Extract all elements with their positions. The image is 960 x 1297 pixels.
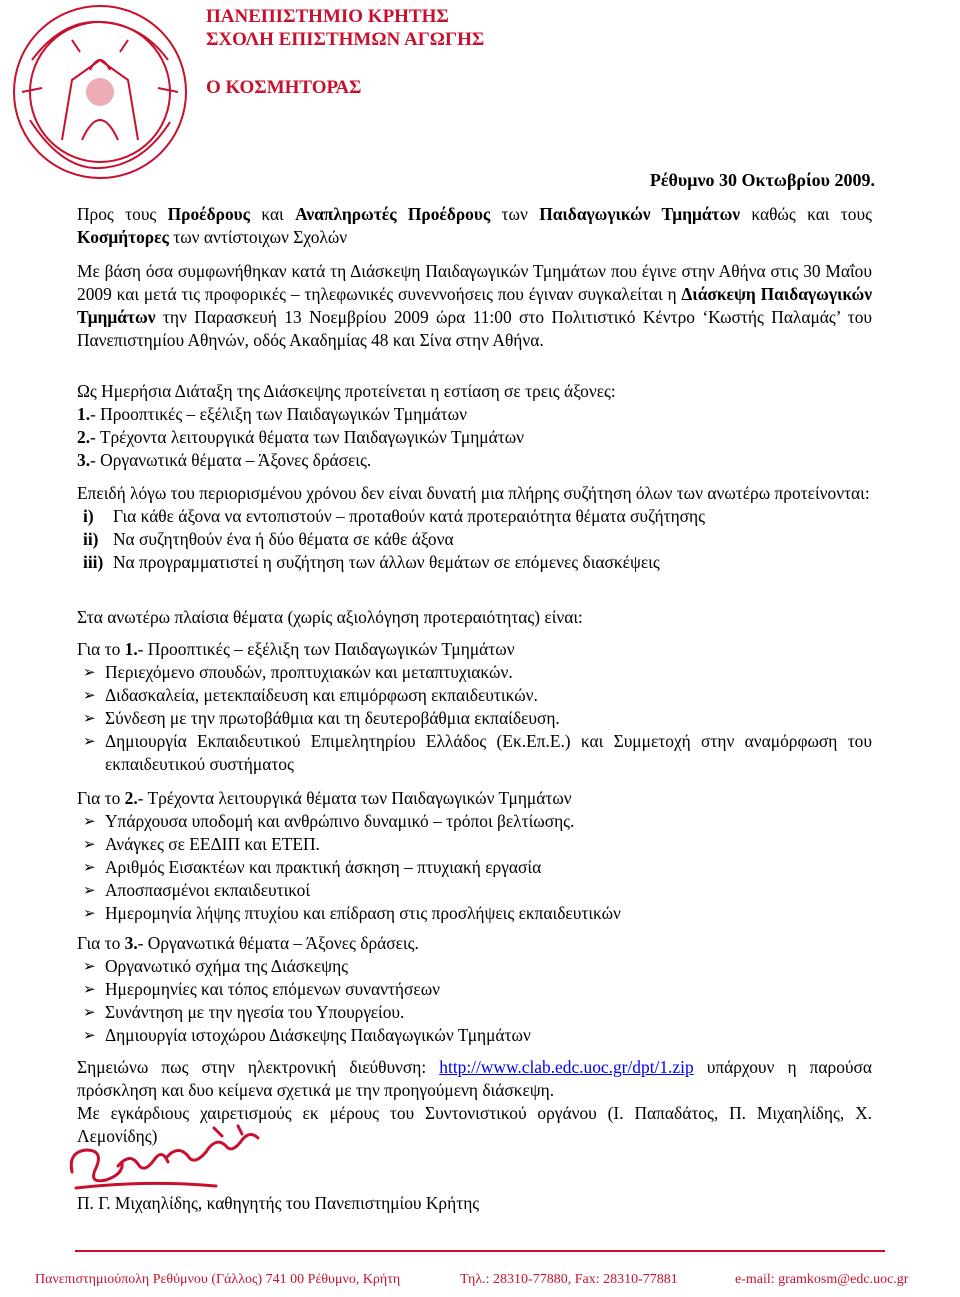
- download-link[interactable]: http://www.clab.edc.uoc.gr/dpt/1.zip: [439, 1057, 694, 1077]
- arrow-bullet-icon: ➢: [83, 835, 96, 853]
- list-item: ➢ Δημιουργία ιστοχώρου Διάσκεψης Παιδαγωγικών Τμημάτων: [83, 1025, 531, 1045]
- arrow-bullet-icon: ➢: [83, 732, 96, 750]
- arrow-bullet-icon: ➢: [83, 709, 96, 727]
- office-name: Ο ΚΟΣΜΗΤΟΡΑΣ: [206, 77, 362, 98]
- section-1: [77, 638, 872, 776]
- section-title: Για το 3.- Οργανωτικά θέματα – Άξονες δράσεις.: [77, 933, 419, 953]
- footer-email: e-mail: gramkosm@edc.uoc.gr: [735, 1272, 909, 1287]
- list-item: ➢ Αριθμός Εισακτέων και πρακτική άσκηση – πτυχιακή εργασία: [83, 857, 542, 877]
- agenda-intro: Ως Ημερήσια Διάταξη της Διάσκεψης προτείνεται η εστίαση σε τρεις άξονες:: [77, 381, 616, 401]
- arrow-bullet-icon: ➢: [83, 957, 96, 975]
- arrow-bullet-icon: ➢: [83, 663, 96, 681]
- list-item: ➢ Οργανωτικό σχήμα της Διάσκεψης: [83, 956, 349, 976]
- proposal-intro: Επειδή λόγω του περιορισμένου χρόνου δεν είναι δυνατή μια πλήρης συζήτηση όλων των ανωτέρω προτείνονται:: [77, 483, 870, 503]
- footer-address: Πανεπιστημιούπολη Ρεθύμνου (Γάλλος) 741 00 Ρέθυμνο, Κρήτη: [35, 1272, 401, 1287]
- proposal-item: i) Για κάθε άξονα να εντοπιστούν – προταθούν κατά προτεραιότητα θέματα συζήτησης: [83, 506, 706, 526]
- list-item: ➢ Συνάντηση με την ηγεσία του Υπουργείου.: [83, 1002, 405, 1022]
- agenda: [77, 380, 872, 472]
- agenda-item: 3.- Οργανωτικά θέματα – Άξονες δράσεις.: [77, 450, 372, 470]
- proposal-item: ii) Να συζητηθούν ένα ή δύο θέματα σε κάθε άξονα: [83, 529, 454, 549]
- university-name: ΠΑΝΕΠΙΣΤΗΜΙΟ ΚΡΗΤΗΣ: [206, 6, 449, 27]
- section-2: [77, 787, 872, 925]
- agenda-item: 2.- Τρέχοντα λειτουργικά θέματα των Παιδαγωγικών Τμημάτων: [77, 427, 525, 447]
- signatory: Π. Γ. Μιχαηλίδης, καθηγητής του Πανεπιστημίου Κρήτης: [77, 1193, 480, 1213]
- arrow-bullet-icon: ➢: [83, 980, 96, 998]
- recipients: Προς τους Προέδρους και Αναπληρωτές Προέδρους των Παιδαγωγικών Τμημάτων καθώς και τους Κοσμήτορες των αντίστοιχων Σχολών: [77, 204, 872, 247]
- school-name: ΣΧΟΛΗ ΕΠΙΣΤΗΜΩΝ ΑΓΩΓΗΣ: [206, 29, 485, 50]
- proposal-item: iii) Να προγραμματιστεί η συζήτηση των άλλων θεμάτων σε επόμενες διασκέψεις: [83, 552, 660, 572]
- agenda-item: 1.- Προοπτικές – εξέλιξη των Παιδαγωγικών Τμημάτων: [77, 404, 467, 424]
- list-item: ➢ Σύνδεση με την πρωτοβάθμια και τη δευτεροβάθμια εκπαίδευση.: [83, 708, 560, 728]
- list-item: ➢ Αποσπασμένοι εκπαιδευτικοί: [83, 880, 311, 900]
- section-title: Για το 2.- Τρέχοντα λειτουργικά θέματα των Παιδαγωγικών Τμημάτων: [77, 788, 572, 808]
- section-3: [77, 932, 872, 1047]
- list-item: ➢ Υπάρχουσα υποδομή και ανθρώπινο δυναμικό – τρόποι βελτίωσης.: [83, 811, 575, 831]
- topics-intro: Στα ανωτέρω πλαίσια θέματα (χωρίς αξιολόγηση προτεραιότητας) είναι:: [77, 607, 583, 627]
- university-seal-logo: [2, 0, 198, 184]
- list-item: ➢ Ημερομηνία λήψης πτυχίου και επίδραση στις προσλήψεις εκπαιδευτικών: [83, 903, 621, 923]
- list-item: ➢ Ημερομηνίες και τόπος επόμενων συναντήσεων: [83, 979, 441, 999]
- section-title: Για το 1.- Προοπτικές – εξέλιξη των Παιδαγωγικών Τμημάτων: [77, 639, 515, 659]
- list-item: ➢ Δημιουργία Εκπαιδευτικού Επιμελητηρίου Ελλάδος (Εκ.Επ.Ε.) και Συμμετοχή στην αναμόρφωση του εκπαιδευτικού συστήματος: [83, 731, 872, 774]
- arrow-bullet-icon: ➢: [83, 858, 96, 876]
- list-item: ➢ Διδασκαλεία, μετεκπαίδευση και επιμόρφωση εκπαιδευτικών.: [83, 685, 538, 705]
- handwritten-signature: [66, 1122, 266, 1198]
- letter-date: Ρέθυμνο 30 Οκτωβρίου 2009.: [649, 170, 875, 190]
- arrow-bullet-icon: ➢: [83, 812, 96, 830]
- arrow-bullet-icon: ➢: [83, 881, 96, 899]
- download-note: Σημειώνω πως στην ηλεκτρονική διεύθυνση: http://www.clab.edc.uoc.gr/dpt/1.zip υπάρχουν η παρούσα πρόσκληση και δυο κείμενα σχετικά με την προηγούμενη διάσκεψη.: [77, 1057, 872, 1100]
- arrow-bullet-icon: ➢: [83, 1003, 96, 1021]
- intro-paragraph: Με βάση όσα συμφωνήθηκαν κατά τη Διάσκεψη Παιδαγωγικών Τμημάτων που έγινε στην Αθήνα στις 30 Μαΐου 2009 και μετά τις προφορικές – τηλεφωνικές συνεννοήσεις που έγιναν συγκαλείται η Διάσκεψη Παιδαγωγικών Τμημάτων την Παρασκευή 13 Νοεμβρίου 2009 ώρα 11:00 στο Πολιτιστικό Κέντρο ‘Κωστής Παλαμάς’ του Πανεπιστημίου Αθηνών, οδός Ακαδημίας 48 και Σίνα στην Αθήνα.: [77, 261, 872, 350]
- list-item: ➢ Περιεχόμενο σπουδών, προπτυχιακών και μεταπτυχιακών.: [83, 662, 513, 682]
- proposal: [77, 482, 872, 574]
- arrow-bullet-icon: ➢: [83, 686, 96, 704]
- arrow-bullet-icon: ➢: [83, 1026, 96, 1044]
- footer-phone: Τηλ.: 28310-77880, Fax: 28310-77881: [460, 1272, 678, 1287]
- arrow-bullet-icon: ➢: [83, 904, 96, 922]
- footer-divider: [75, 1250, 885, 1252]
- list-item: ➢ Ανάγκες σε ΕΕΔΙΠ και ΕΤΕΠ.: [83, 834, 320, 854]
- greeting: Με εγκάρδιους χαιρετισμούς εκ μέρους του Συντονιστικού οργάνου (Ι. Παπαδάτος, Π. Μιχαηλίδης, Χ. Λεμονίδης): [77, 1103, 872, 1146]
